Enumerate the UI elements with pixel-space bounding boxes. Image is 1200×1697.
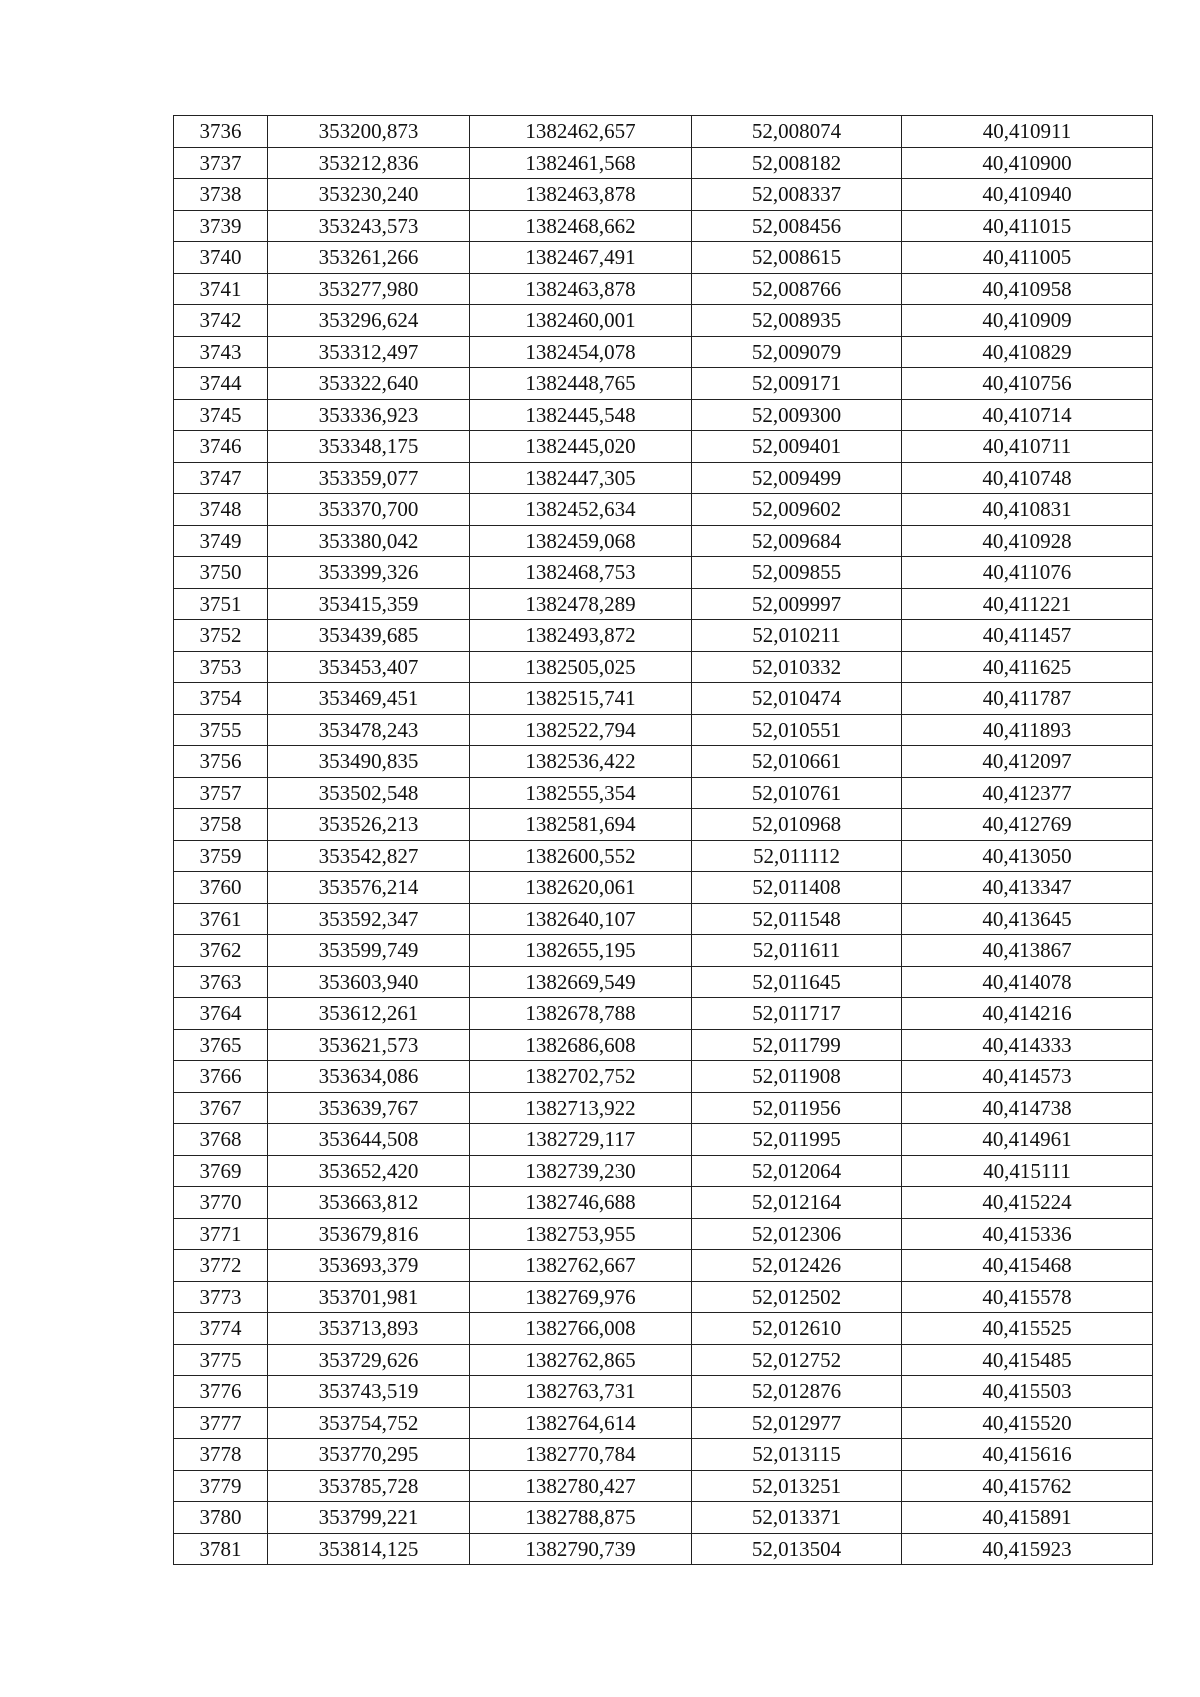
table-row bbox=[174, 336, 1153, 368]
y-coordinate-cell: 1382788,875 bbox=[470, 1502, 692, 1534]
table-row bbox=[174, 525, 1153, 557]
y-coordinate-cell: 1382600,552 bbox=[470, 840, 692, 872]
latitude-cell: 40,411625 bbox=[902, 651, 1153, 683]
longitude-cell: 52,012752 bbox=[692, 1344, 902, 1376]
y-coordinate-cell: 1382448,765 bbox=[470, 368, 692, 400]
table-row bbox=[174, 1502, 1153, 1534]
longitude-cell: 52,009300 bbox=[692, 399, 902, 431]
y-coordinate-cell: 1382780,427 bbox=[470, 1470, 692, 1502]
latitude-cell: 40,413050 bbox=[902, 840, 1153, 872]
point-number-cell: 3765 bbox=[174, 1029, 268, 1061]
point-number-cell: 3741 bbox=[174, 273, 268, 305]
y-coordinate-cell: 1382463,878 bbox=[470, 273, 692, 305]
longitude-cell: 52,011408 bbox=[692, 872, 902, 904]
latitude-cell: 40,411015 bbox=[902, 210, 1153, 242]
x-coordinate-cell: 353743,519 bbox=[268, 1376, 470, 1408]
latitude-cell: 40,412769 bbox=[902, 809, 1153, 841]
table-row bbox=[174, 872, 1153, 904]
table-row bbox=[174, 147, 1153, 179]
y-coordinate-cell: 1382669,549 bbox=[470, 966, 692, 998]
table-row bbox=[174, 840, 1153, 872]
longitude-cell: 52,009401 bbox=[692, 431, 902, 463]
latitude-cell: 40,411457 bbox=[902, 620, 1153, 652]
table-row bbox=[174, 273, 1153, 305]
x-coordinate-cell: 353634,086 bbox=[268, 1061, 470, 1093]
point-number-cell: 3778 bbox=[174, 1439, 268, 1471]
latitude-cell: 40,410831 bbox=[902, 494, 1153, 526]
point-number-cell: 3777 bbox=[174, 1407, 268, 1439]
x-coordinate-cell: 353277,980 bbox=[268, 273, 470, 305]
latitude-cell: 40,410928 bbox=[902, 525, 1153, 557]
x-coordinate-cell: 353348,175 bbox=[268, 431, 470, 463]
point-number-cell: 3739 bbox=[174, 210, 268, 242]
y-coordinate-cell: 1382461,568 bbox=[470, 147, 692, 179]
y-coordinate-cell: 1382620,061 bbox=[470, 872, 692, 904]
point-number-cell: 3742 bbox=[174, 305, 268, 337]
y-coordinate-cell: 1382764,614 bbox=[470, 1407, 692, 1439]
latitude-cell: 40,412377 bbox=[902, 777, 1153, 809]
latitude-cell: 40,410911 bbox=[902, 116, 1153, 148]
table-row bbox=[174, 1281, 1153, 1313]
y-coordinate-cell: 1382686,608 bbox=[470, 1029, 692, 1061]
table-row bbox=[174, 714, 1153, 746]
table-row bbox=[174, 1313, 1153, 1345]
table-row bbox=[174, 809, 1153, 841]
y-coordinate-cell: 1382536,422 bbox=[470, 746, 692, 778]
longitude-cell: 52,012064 bbox=[692, 1155, 902, 1187]
latitude-cell: 40,413867 bbox=[902, 935, 1153, 967]
longitude-cell: 52,008074 bbox=[692, 116, 902, 148]
point-number-cell: 3752 bbox=[174, 620, 268, 652]
table-row bbox=[174, 368, 1153, 400]
y-coordinate-cell: 1382762,667 bbox=[470, 1250, 692, 1282]
longitude-cell: 52,013371 bbox=[692, 1502, 902, 1534]
y-coordinate-cell: 1382478,289 bbox=[470, 588, 692, 620]
x-coordinate-cell: 353469,451 bbox=[268, 683, 470, 715]
table-row bbox=[174, 179, 1153, 211]
table-row bbox=[174, 1407, 1153, 1439]
latitude-cell: 40,415525 bbox=[902, 1313, 1153, 1345]
y-coordinate-cell: 1382678,788 bbox=[470, 998, 692, 1030]
y-coordinate-cell: 1382581,694 bbox=[470, 809, 692, 841]
table-row bbox=[174, 1092, 1153, 1124]
x-coordinate-cell: 353261,266 bbox=[268, 242, 470, 274]
x-coordinate-cell: 353453,407 bbox=[268, 651, 470, 683]
latitude-cell: 40,414216 bbox=[902, 998, 1153, 1030]
longitude-cell: 52,009079 bbox=[692, 336, 902, 368]
table-row bbox=[174, 1470, 1153, 1502]
x-coordinate-cell: 353693,379 bbox=[268, 1250, 470, 1282]
latitude-cell: 40,411076 bbox=[902, 557, 1153, 589]
latitude-cell: 40,415224 bbox=[902, 1187, 1153, 1219]
y-coordinate-cell: 1382452,634 bbox=[470, 494, 692, 526]
y-coordinate-cell: 1382459,068 bbox=[470, 525, 692, 557]
x-coordinate-cell: 353478,243 bbox=[268, 714, 470, 746]
table-row bbox=[174, 1187, 1153, 1219]
table-row bbox=[174, 935, 1153, 967]
x-coordinate-cell: 353644,508 bbox=[268, 1124, 470, 1156]
point-number-cell: 3749 bbox=[174, 525, 268, 557]
point-number-cell: 3747 bbox=[174, 462, 268, 494]
point-number-cell: 3772 bbox=[174, 1250, 268, 1282]
coordinates-table-body bbox=[174, 116, 1153, 1565]
point-number-cell: 3781 bbox=[174, 1533, 268, 1565]
point-number-cell: 3746 bbox=[174, 431, 268, 463]
point-number-cell: 3751 bbox=[174, 588, 268, 620]
table-row bbox=[174, 683, 1153, 715]
x-coordinate-cell: 353415,359 bbox=[268, 588, 470, 620]
latitude-cell: 40,415578 bbox=[902, 1281, 1153, 1313]
point-number-cell: 3760 bbox=[174, 872, 268, 904]
x-coordinate-cell: 353612,261 bbox=[268, 998, 470, 1030]
y-coordinate-cell: 1382460,001 bbox=[470, 305, 692, 337]
latitude-cell: 40,410711 bbox=[902, 431, 1153, 463]
latitude-cell: 40,412097 bbox=[902, 746, 1153, 778]
y-coordinate-cell: 1382746,688 bbox=[470, 1187, 692, 1219]
latitude-cell: 40,414961 bbox=[902, 1124, 1153, 1156]
point-number-cell: 3757 bbox=[174, 777, 268, 809]
point-number-cell: 3756 bbox=[174, 746, 268, 778]
table-row bbox=[174, 210, 1153, 242]
y-coordinate-cell: 1382447,305 bbox=[470, 462, 692, 494]
table-row bbox=[174, 1439, 1153, 1471]
longitude-cell: 52,010474 bbox=[692, 683, 902, 715]
y-coordinate-cell: 1382753,955 bbox=[470, 1218, 692, 1250]
y-coordinate-cell: 1382790,739 bbox=[470, 1533, 692, 1565]
table-row bbox=[174, 116, 1153, 148]
longitude-cell: 52,012426 bbox=[692, 1250, 902, 1282]
point-number-cell: 3780 bbox=[174, 1502, 268, 1534]
latitude-cell: 40,414078 bbox=[902, 966, 1153, 998]
point-number-cell: 3759 bbox=[174, 840, 268, 872]
point-number-cell: 3771 bbox=[174, 1218, 268, 1250]
longitude-cell: 52,009855 bbox=[692, 557, 902, 589]
table-row bbox=[174, 242, 1153, 274]
longitude-cell: 52,011799 bbox=[692, 1029, 902, 1061]
x-coordinate-cell: 353592,347 bbox=[268, 903, 470, 935]
latitude-cell: 40,411893 bbox=[902, 714, 1153, 746]
y-coordinate-cell: 1382702,752 bbox=[470, 1061, 692, 1093]
x-coordinate-cell: 353770,295 bbox=[268, 1439, 470, 1471]
latitude-cell: 40,415891 bbox=[902, 1502, 1153, 1534]
x-coordinate-cell: 353526,213 bbox=[268, 809, 470, 841]
y-coordinate-cell: 1382769,976 bbox=[470, 1281, 692, 1313]
y-coordinate-cell: 1382763,731 bbox=[470, 1376, 692, 1408]
longitude-cell: 52,008337 bbox=[692, 179, 902, 211]
longitude-cell: 52,012977 bbox=[692, 1407, 902, 1439]
latitude-cell: 40,413645 bbox=[902, 903, 1153, 935]
point-number-cell: 3737 bbox=[174, 147, 268, 179]
table-row bbox=[174, 651, 1153, 683]
longitude-cell: 52,010332 bbox=[692, 651, 902, 683]
point-number-cell: 3775 bbox=[174, 1344, 268, 1376]
longitude-cell: 52,013251 bbox=[692, 1470, 902, 1502]
x-coordinate-cell: 353713,893 bbox=[268, 1313, 470, 1345]
x-coordinate-cell: 353729,626 bbox=[268, 1344, 470, 1376]
table-row bbox=[174, 1155, 1153, 1187]
point-number-cell: 3768 bbox=[174, 1124, 268, 1156]
point-number-cell: 3761 bbox=[174, 903, 268, 935]
longitude-cell: 52,008615 bbox=[692, 242, 902, 274]
table-row bbox=[174, 399, 1153, 431]
y-coordinate-cell: 1382713,922 bbox=[470, 1092, 692, 1124]
latitude-cell: 40,410958 bbox=[902, 273, 1153, 305]
table-row bbox=[174, 557, 1153, 589]
table-row bbox=[174, 620, 1153, 652]
y-coordinate-cell: 1382766,008 bbox=[470, 1313, 692, 1345]
y-coordinate-cell: 1382770,784 bbox=[470, 1439, 692, 1471]
x-coordinate-cell: 353370,700 bbox=[268, 494, 470, 526]
longitude-cell: 52,011956 bbox=[692, 1092, 902, 1124]
table-row bbox=[174, 777, 1153, 809]
table-row bbox=[174, 588, 1153, 620]
latitude-cell: 40,415336 bbox=[902, 1218, 1153, 1250]
latitude-cell: 40,415616 bbox=[902, 1439, 1153, 1471]
point-number-cell: 3748 bbox=[174, 494, 268, 526]
y-coordinate-cell: 1382762,865 bbox=[470, 1344, 692, 1376]
x-coordinate-cell: 353621,573 bbox=[268, 1029, 470, 1061]
y-coordinate-cell: 1382493,872 bbox=[470, 620, 692, 652]
point-number-cell: 3762 bbox=[174, 935, 268, 967]
longitude-cell: 52,009684 bbox=[692, 525, 902, 557]
latitude-cell: 40,414573 bbox=[902, 1061, 1153, 1093]
latitude-cell: 40,410829 bbox=[902, 336, 1153, 368]
y-coordinate-cell: 1382729,117 bbox=[470, 1124, 692, 1156]
x-coordinate-cell: 353399,326 bbox=[268, 557, 470, 589]
point-number-cell: 3743 bbox=[174, 336, 268, 368]
x-coordinate-cell: 353603,940 bbox=[268, 966, 470, 998]
longitude-cell: 52,011112 bbox=[692, 840, 902, 872]
latitude-cell: 40,415468 bbox=[902, 1250, 1153, 1282]
x-coordinate-cell: 353754,752 bbox=[268, 1407, 470, 1439]
x-coordinate-cell: 353639,767 bbox=[268, 1092, 470, 1124]
longitude-cell: 52,011611 bbox=[692, 935, 902, 967]
x-coordinate-cell: 353799,221 bbox=[268, 1502, 470, 1534]
longitude-cell: 52,009171 bbox=[692, 368, 902, 400]
point-number-cell: 3769 bbox=[174, 1155, 268, 1187]
table-row bbox=[174, 1376, 1153, 1408]
x-coordinate-cell: 353663,812 bbox=[268, 1187, 470, 1219]
point-number-cell: 3779 bbox=[174, 1470, 268, 1502]
latitude-cell: 40,415485 bbox=[902, 1344, 1153, 1376]
longitude-cell: 52,008182 bbox=[692, 147, 902, 179]
point-number-cell: 3754 bbox=[174, 683, 268, 715]
table-row bbox=[174, 746, 1153, 778]
x-coordinate-cell: 353243,573 bbox=[268, 210, 470, 242]
longitude-cell: 52,008456 bbox=[692, 210, 902, 242]
longitude-cell: 52,010968 bbox=[692, 809, 902, 841]
table-row bbox=[174, 1061, 1153, 1093]
coordinates-table bbox=[173, 115, 1153, 1565]
point-number-cell: 3758 bbox=[174, 809, 268, 841]
table-row bbox=[174, 1533, 1153, 1565]
x-coordinate-cell: 353312,497 bbox=[268, 336, 470, 368]
point-number-cell: 3736 bbox=[174, 116, 268, 148]
latitude-cell: 40,411221 bbox=[902, 588, 1153, 620]
latitude-cell: 40,415503 bbox=[902, 1376, 1153, 1408]
x-coordinate-cell: 353542,827 bbox=[268, 840, 470, 872]
point-number-cell: 3750 bbox=[174, 557, 268, 589]
latitude-cell: 40,410748 bbox=[902, 462, 1153, 494]
y-coordinate-cell: 1382462,657 bbox=[470, 116, 692, 148]
longitude-cell: 52,010551 bbox=[692, 714, 902, 746]
point-number-cell: 3755 bbox=[174, 714, 268, 746]
table-row bbox=[174, 462, 1153, 494]
table-row bbox=[174, 1218, 1153, 1250]
table-row bbox=[174, 1250, 1153, 1282]
latitude-cell: 40,411005 bbox=[902, 242, 1153, 274]
x-coordinate-cell: 353679,816 bbox=[268, 1218, 470, 1250]
y-coordinate-cell: 1382468,753 bbox=[470, 557, 692, 589]
longitude-cell: 52,008935 bbox=[692, 305, 902, 337]
point-number-cell: 3776 bbox=[174, 1376, 268, 1408]
point-number-cell: 3773 bbox=[174, 1281, 268, 1313]
point-number-cell: 3738 bbox=[174, 179, 268, 211]
longitude-cell: 52,009602 bbox=[692, 494, 902, 526]
table-row bbox=[174, 305, 1153, 337]
x-coordinate-cell: 353814,125 bbox=[268, 1533, 470, 1565]
point-number-cell: 3764 bbox=[174, 998, 268, 1030]
point-number-cell: 3740 bbox=[174, 242, 268, 274]
point-number-cell: 3744 bbox=[174, 368, 268, 400]
longitude-cell: 52,012610 bbox=[692, 1313, 902, 1345]
y-coordinate-cell: 1382463,878 bbox=[470, 179, 692, 211]
latitude-cell: 40,410940 bbox=[902, 179, 1153, 211]
point-number-cell: 3753 bbox=[174, 651, 268, 683]
y-coordinate-cell: 1382505,025 bbox=[470, 651, 692, 683]
y-coordinate-cell: 1382640,107 bbox=[470, 903, 692, 935]
x-coordinate-cell: 353599,749 bbox=[268, 935, 470, 967]
x-coordinate-cell: 353576,214 bbox=[268, 872, 470, 904]
longitude-cell: 52,010761 bbox=[692, 777, 902, 809]
table-row bbox=[174, 1029, 1153, 1061]
y-coordinate-cell: 1382467,491 bbox=[470, 242, 692, 274]
y-coordinate-cell: 1382454,078 bbox=[470, 336, 692, 368]
longitude-cell: 52,013115 bbox=[692, 1439, 902, 1471]
point-number-cell: 3766 bbox=[174, 1061, 268, 1093]
longitude-cell: 52,009997 bbox=[692, 588, 902, 620]
point-number-cell: 3763 bbox=[174, 966, 268, 998]
point-number-cell: 3745 bbox=[174, 399, 268, 431]
longitude-cell: 52,011908 bbox=[692, 1061, 902, 1093]
y-coordinate-cell: 1382655,195 bbox=[470, 935, 692, 967]
longitude-cell: 52,012164 bbox=[692, 1187, 902, 1219]
x-coordinate-cell: 353439,685 bbox=[268, 620, 470, 652]
x-coordinate-cell: 353502,548 bbox=[268, 777, 470, 809]
longitude-cell: 52,009499 bbox=[692, 462, 902, 494]
x-coordinate-cell: 353652,420 bbox=[268, 1155, 470, 1187]
x-coordinate-cell: 353490,835 bbox=[268, 746, 470, 778]
latitude-cell: 40,410909 bbox=[902, 305, 1153, 337]
longitude-cell: 52,012876 bbox=[692, 1376, 902, 1408]
y-coordinate-cell: 1382445,020 bbox=[470, 431, 692, 463]
longitude-cell: 52,010661 bbox=[692, 746, 902, 778]
latitude-cell: 40,415923 bbox=[902, 1533, 1153, 1565]
point-number-cell: 3770 bbox=[174, 1187, 268, 1219]
x-coordinate-cell: 353701,981 bbox=[268, 1281, 470, 1313]
table-row bbox=[174, 998, 1153, 1030]
x-coordinate-cell: 353359,077 bbox=[268, 462, 470, 494]
y-coordinate-cell: 1382739,230 bbox=[470, 1155, 692, 1187]
longitude-cell: 52,011645 bbox=[692, 966, 902, 998]
y-coordinate-cell: 1382555,354 bbox=[470, 777, 692, 809]
table-row bbox=[174, 903, 1153, 935]
x-coordinate-cell: 353230,240 bbox=[268, 179, 470, 211]
x-coordinate-cell: 353200,873 bbox=[268, 116, 470, 148]
table-row bbox=[174, 1344, 1153, 1376]
x-coordinate-cell: 353322,640 bbox=[268, 368, 470, 400]
x-coordinate-cell: 353212,836 bbox=[268, 147, 470, 179]
longitude-cell: 52,010211 bbox=[692, 620, 902, 652]
longitude-cell: 52,013504 bbox=[692, 1533, 902, 1565]
point-number-cell: 3774 bbox=[174, 1313, 268, 1345]
longitude-cell: 52,012306 bbox=[692, 1218, 902, 1250]
latitude-cell: 40,410756 bbox=[902, 368, 1153, 400]
x-coordinate-cell: 353336,923 bbox=[268, 399, 470, 431]
longitude-cell: 52,011717 bbox=[692, 998, 902, 1030]
table-row bbox=[174, 494, 1153, 526]
latitude-cell: 40,410714 bbox=[902, 399, 1153, 431]
latitude-cell: 40,415111 bbox=[902, 1155, 1153, 1187]
longitude-cell: 52,011548 bbox=[692, 903, 902, 935]
latitude-cell: 40,415762 bbox=[902, 1470, 1153, 1502]
latitude-cell: 40,415520 bbox=[902, 1407, 1153, 1439]
latitude-cell: 40,413347 bbox=[902, 872, 1153, 904]
table-row bbox=[174, 966, 1153, 998]
longitude-cell: 52,011995 bbox=[692, 1124, 902, 1156]
latitude-cell: 40,410900 bbox=[902, 147, 1153, 179]
x-coordinate-cell: 353380,042 bbox=[268, 525, 470, 557]
latitude-cell: 40,414333 bbox=[902, 1029, 1153, 1061]
longitude-cell: 52,008766 bbox=[692, 273, 902, 305]
table-row bbox=[174, 1124, 1153, 1156]
latitude-cell: 40,414738 bbox=[902, 1092, 1153, 1124]
point-number-cell: 3767 bbox=[174, 1092, 268, 1124]
table-row bbox=[174, 431, 1153, 463]
y-coordinate-cell: 1382445,548 bbox=[470, 399, 692, 431]
latitude-cell: 40,411787 bbox=[902, 683, 1153, 715]
y-coordinate-cell: 1382522,794 bbox=[470, 714, 692, 746]
x-coordinate-cell: 353785,728 bbox=[268, 1470, 470, 1502]
y-coordinate-cell: 1382515,741 bbox=[470, 683, 692, 715]
x-coordinate-cell: 353296,624 bbox=[268, 305, 470, 337]
longitude-cell: 52,012502 bbox=[692, 1281, 902, 1313]
y-coordinate-cell: 1382468,662 bbox=[470, 210, 692, 242]
